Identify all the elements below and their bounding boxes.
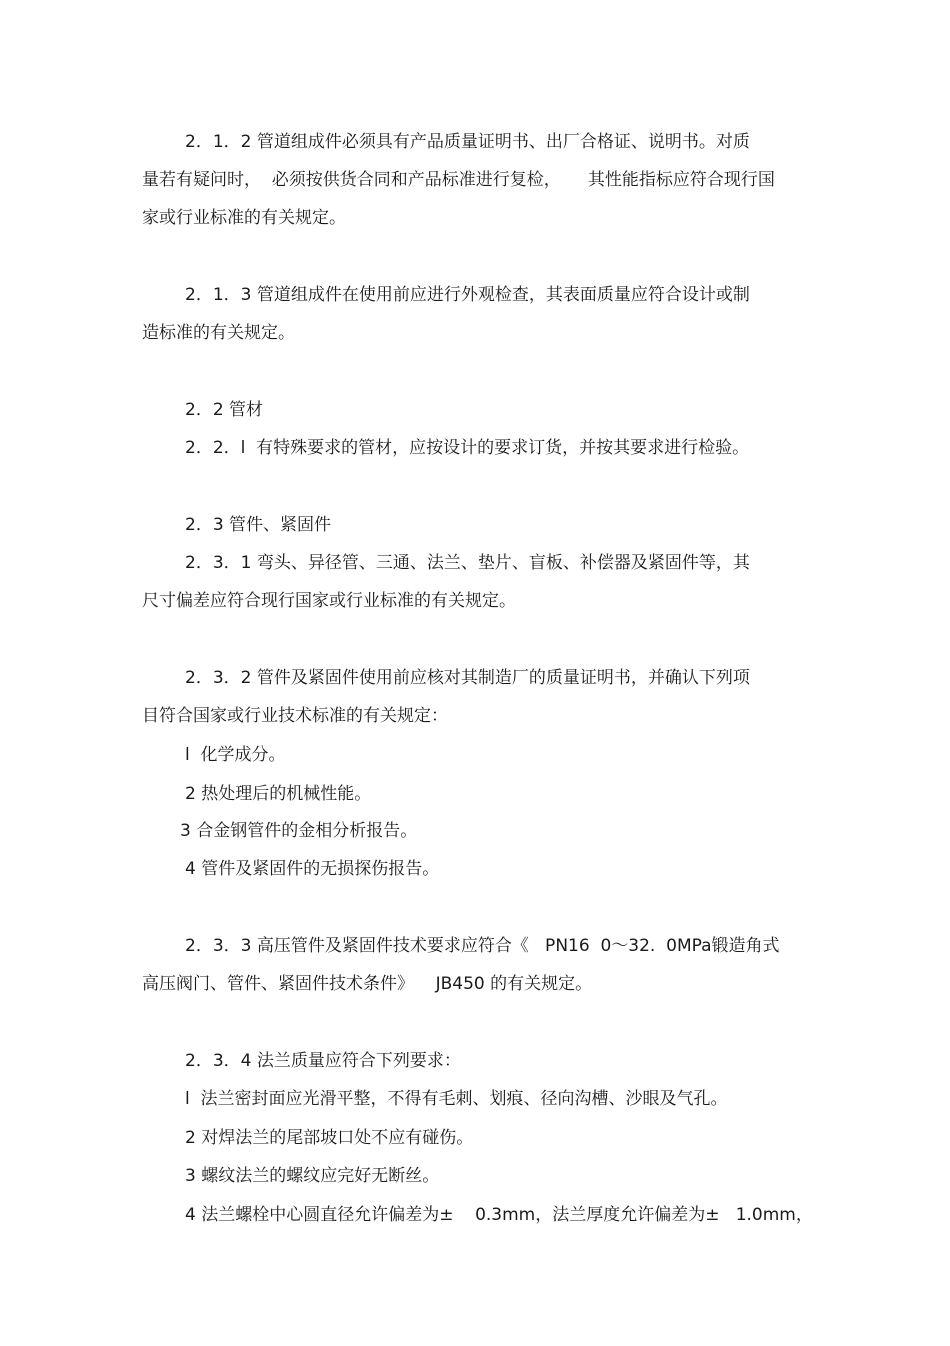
clause-2-1-3-line-2: 造标准的有关规定。: [142, 323, 295, 343]
clause-2-3-3-line-1: 2．3．3 高压管件及紧固件技术要求应符合《 PN16 0～32. 0MPa锻造角式: [185, 936, 780, 956]
clause-2-3-2-item-3: 3 合金钢管件的金相分析报告。: [180, 821, 418, 841]
clause-2-3-2-item-4: 4 管件及紧固件的无损探伤报告。: [185, 859, 440, 879]
clause-2-3-4-item-4: 4 法兰螺栓中心圆直径允许偏差为± 0.3mm，法兰厚度允许偏差为± 1.0mm，: [185, 1205, 813, 1225]
section-2-3-heading: 2．3 管件、紧固件: [185, 515, 332, 535]
clause-2-3-4-item-1: l 法兰密封面应光滑平整，不得有毛刺、划痕、径向沟槽、沙眼及气孔。: [185, 1089, 728, 1109]
clause-2-3-2-item-2: 2 热处理后的机械性能。: [185, 784, 372, 804]
clause-2-3-2-line-2: 目符合国家或行业技术标准的有关规定：: [142, 706, 448, 726]
clause-2-3-1-line-2: 尺寸偏差应符合现行国家或行业标准的有关规定。: [142, 591, 516, 611]
clause-2-3-3-line-2: 高压阀门、管件、紧固件技术条件》 JB450 的有关规定。: [142, 974, 593, 994]
clause-2-2-1-line-1: 2．2．l 有特殊要求的管材，应按设计的要求订货，并按其要求进行检验。: [185, 438, 750, 458]
clause-2-3-4-item-2: 2 对焊法兰的尾部坡口处不应有碰伤。: [185, 1128, 474, 1148]
clause-2-1-3-line-1: 2．1．3 管道组成件在使用前应进行外观检查，其表面质量应符合设计或制: [185, 285, 750, 305]
clause-2-3-2-line-1: 2．3．2 管件及紧固件使用前应核对其制造厂的质量证明书，并确认下列项: [185, 668, 750, 688]
clause-2-1-2-line-2: 量若有疑问时， 必须按供货合同和产品标准进行复检， 其性能指标应符合现行国: [142, 170, 775, 190]
clause-2-3-4-item-3: 3 螺纹法兰的螺纹应完好无断丝。: [185, 1166, 440, 1186]
clause-2-3-2-item-1: l 化学成分。: [185, 745, 286, 765]
section-2-2-heading: 2．2 管材: [185, 400, 264, 420]
clause-2-1-2-line-3: 家或行业标准的有关规定。: [142, 208, 346, 228]
clause-2-3-1-line-1: 2．3．1 弯头、异径管、三通、法兰、垫片、盲板、补偿器及紧固件等，其: [185, 553, 750, 573]
clause-2-3-4-line-1: 2．3．4 法兰质量应符合下列要求：: [185, 1051, 461, 1071]
clause-2-1-2-line-1: 2．1．2 管道组成件必须具有产品质量证明书、出厂合格证、说明书。对质: [185, 132, 750, 152]
